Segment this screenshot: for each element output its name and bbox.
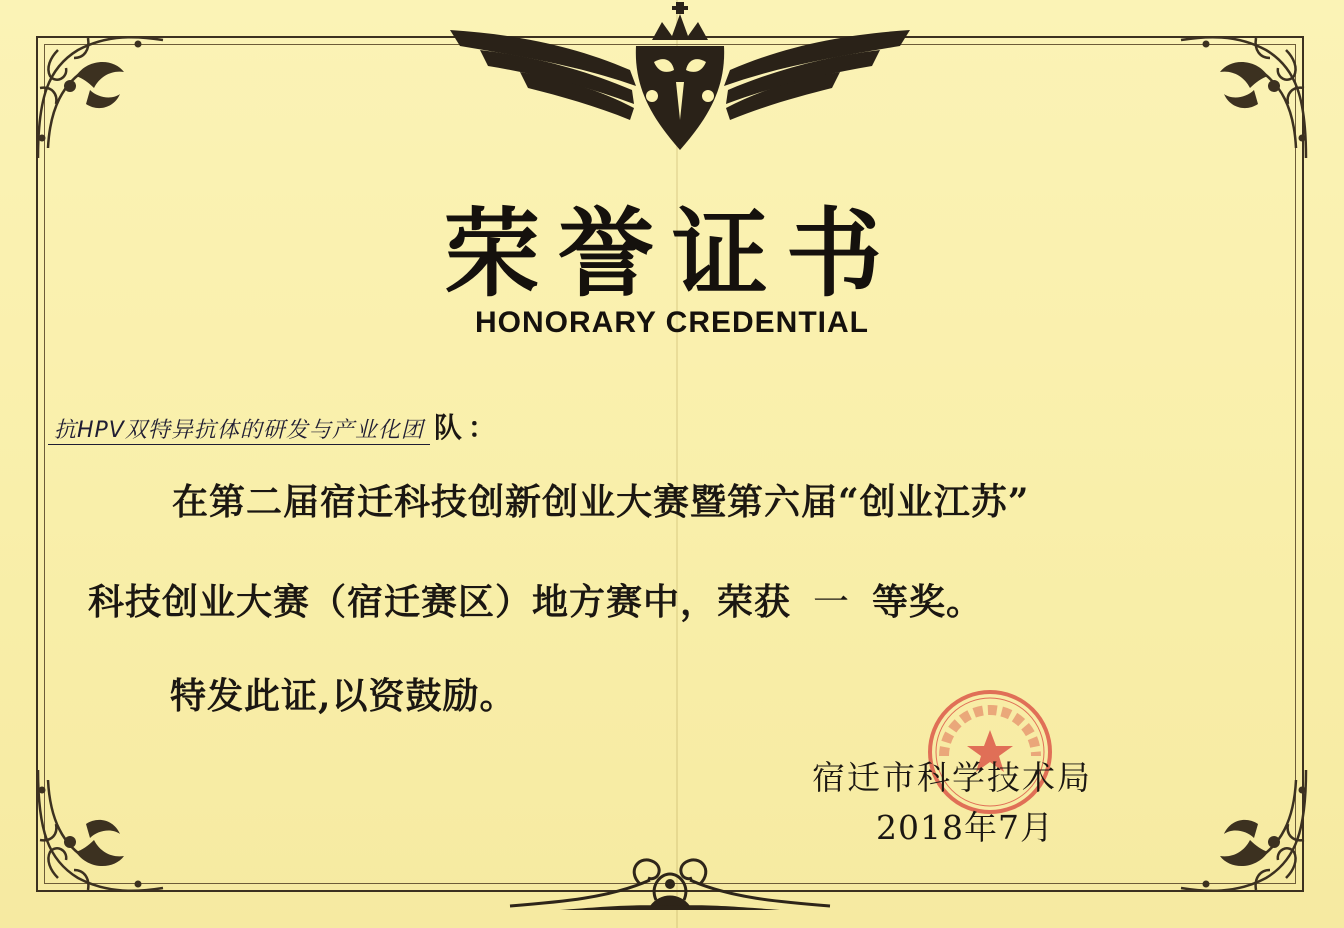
winged-crown-emblem-icon xyxy=(440,0,920,160)
prize-rank: 一 xyxy=(813,582,851,623)
recipient-line xyxy=(48,406,502,446)
issuing-authority: 宿迁市科学技术局 xyxy=(812,758,1092,797)
corner-ornament-icon xyxy=(1166,28,1316,178)
bottom-scroll-ornament-icon xyxy=(500,840,840,920)
corner-ornament-icon xyxy=(1166,750,1316,900)
award-text-line-2 xyxy=(88,574,983,625)
award-text-line-3: 特发此证,以资鼓励。 xyxy=(170,675,517,717)
inner-border xyxy=(44,44,1296,884)
corner-ornament-icon xyxy=(28,750,178,900)
award-text-line-2-start: 科技创业大赛（宿迁赛区）地方赛中，荣获 xyxy=(88,581,792,623)
recipient-handwritten-name: 抗HPV双特异抗体的研发与产业化团 xyxy=(48,413,430,445)
award-text-line-1: 在第二届宿迁科技创新创业大赛暨第六届“创业江苏” xyxy=(172,481,1030,523)
certificate-title-chinese: 荣誉证书 xyxy=(444,197,900,310)
recipient-suffix: 队： xyxy=(433,411,502,444)
issue-date: 2018年7月 xyxy=(876,808,1054,847)
certificate-title-english: HONORARY CREDENTIAL xyxy=(474,306,869,339)
award-text-line-2-end: 等奖。 xyxy=(872,581,984,623)
corner-ornament-icon xyxy=(28,28,178,178)
